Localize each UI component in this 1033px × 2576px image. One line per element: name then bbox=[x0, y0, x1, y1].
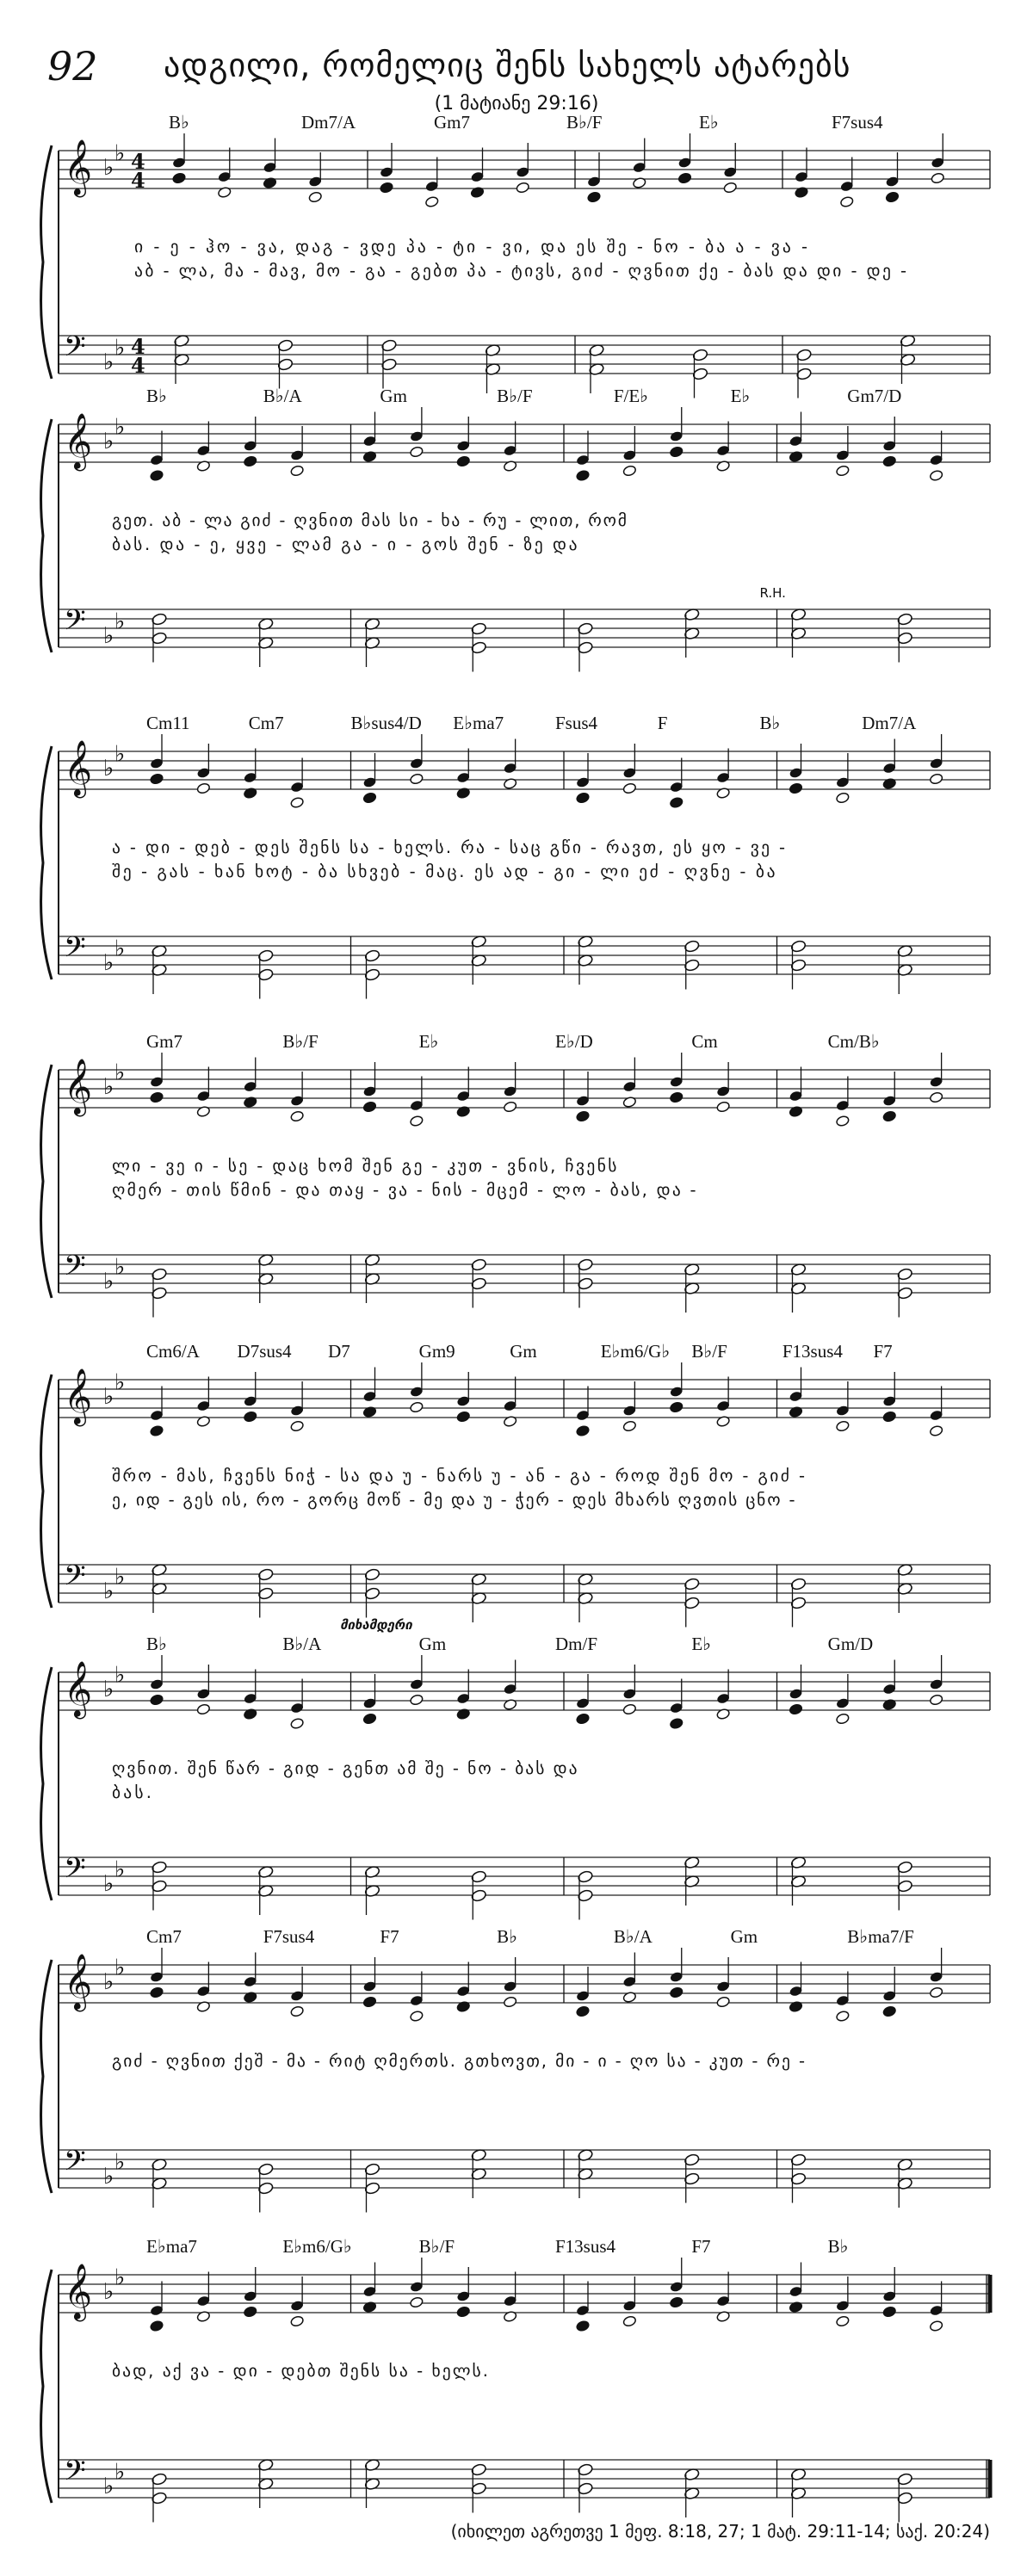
system-3 bbox=[41, 713, 990, 999]
note-head bbox=[622, 1420, 637, 1432]
note-head bbox=[669, 1401, 684, 1413]
treble-clef-icon: 𝄞 bbox=[64, 413, 93, 469]
bass-clef-icon: 𝄢 bbox=[64, 1250, 86, 1289]
flat-icon: ♭ bbox=[103, 1677, 114, 1702]
bass-clef-icon: 𝄢 bbox=[64, 330, 86, 370]
tempo-marking: მიხამდერი bbox=[340, 1617, 412, 1633]
chord-symbol: B♭/A bbox=[263, 386, 302, 406]
note-head bbox=[576, 2005, 591, 2017]
note-head bbox=[929, 773, 943, 785]
note-head bbox=[456, 2306, 471, 2318]
time-signature: 4 bbox=[131, 149, 145, 174]
chord-symbol: Cm/B♭ bbox=[827, 1031, 880, 1052]
time-signature: 4 bbox=[131, 334, 145, 359]
scripture-reference: (1 მატიანე 29:16) bbox=[434, 93, 599, 114]
chord-symbol: F7sus4 bbox=[263, 1926, 315, 1947]
note-head bbox=[622, 2315, 637, 2327]
lyrics-verse-2: აბ - ლა, მა - მავ, მო - გა - გებთ პა - ტივს, გიძ - ღვნით ქე - ბას და დი - დე - bbox=[134, 261, 907, 281]
cross-references: (იხილეთ აგრეთვე 1 მეფ. 8:18, 27; 1 მატ. 29:11-14; საქ. 20:24) bbox=[450, 2521, 990, 2542]
notes bbox=[150, 1655, 943, 1920]
flat-icon: ♭ bbox=[103, 2279, 114, 2305]
note-head bbox=[576, 469, 591, 481]
treble-staff bbox=[59, 1954, 990, 2011]
chord-symbol: Gm bbox=[380, 386, 407, 406]
note-head bbox=[836, 2315, 851, 2327]
treble-clef-icon: 𝄞 bbox=[64, 1661, 93, 1717]
bass-staff bbox=[59, 330, 990, 378]
chord-symbol: Gm bbox=[730, 1926, 758, 1947]
flat-icon: ♭ bbox=[114, 2264, 126, 2291]
lyrics-verse-2: შე - გას - ხან ხოტ - ბა სხვებ - მაც. ეს ად - გი - ლი ეძ - ღვნე - ბა bbox=[112, 862, 776, 881]
brace bbox=[41, 1960, 52, 2193]
note-head bbox=[290, 1717, 305, 1729]
chord-symbol: B♭ bbox=[759, 713, 781, 733]
note-head bbox=[410, 2010, 424, 2022]
treble-clef-icon: 𝄞 bbox=[64, 139, 93, 195]
note-head bbox=[243, 455, 257, 467]
hymn-number: 92 bbox=[47, 43, 98, 90]
system-4 bbox=[41, 1031, 990, 1318]
flat-icon: ♭ bbox=[114, 1059, 126, 1086]
chord-symbol: E♭m6/G♭ bbox=[282, 2236, 352, 2257]
chord-symbol: F bbox=[657, 713, 668, 733]
lyrics-verse-1: ღვნით. შენ წარ - გიდ - გენთ ამ შე - ნო - ბას და bbox=[112, 1758, 578, 1778]
treble-staff bbox=[59, 1059, 990, 1116]
chord-symbol: B♭sus4/D bbox=[350, 713, 422, 733]
flat-icon: ♭ bbox=[114, 1955, 126, 1981]
note-head bbox=[882, 1411, 897, 1423]
note-head bbox=[380, 182, 394, 194]
chord-symbol: Gm9 bbox=[418, 1341, 455, 1362]
note-head bbox=[410, 1401, 424, 1413]
lyrics-verse-1: შრო - მას, ჩვენს ნიჭ - სა და უ - ნარს უ - ან - გა - როდ შენ მო - გიძ - bbox=[112, 1466, 805, 1486]
flat-icon: ♭ bbox=[103, 429, 114, 454]
note-head bbox=[789, 782, 803, 794]
flat-icon: ♭ bbox=[103, 1871, 114, 1897]
treble-clef-icon: 𝄞 bbox=[64, 1368, 93, 1424]
chord-symbol: E♭ bbox=[418, 1031, 439, 1052]
chord-symbol: B♭/A bbox=[613, 1926, 653, 1947]
flat-icon: ♭ bbox=[114, 335, 126, 361]
note-head bbox=[576, 1110, 591, 1122]
note-head bbox=[150, 1986, 164, 1998]
system-7 bbox=[41, 1926, 990, 2213]
note-head bbox=[410, 773, 424, 785]
lyrics-verse-1: ლი - ვე ი - სე - დაც ხომ შენ გე - კუთ - ვნის, ჩვენს bbox=[112, 1156, 617, 1176]
note-head bbox=[362, 1713, 377, 1725]
lyrics-verse-2: ღმერ - თის წმინ - და თაყ - ვა - ნის - მცემ - ლო - ბას, და - bbox=[112, 1180, 696, 1200]
note-head bbox=[503, 1101, 517, 1113]
note-head bbox=[882, 2005, 897, 2017]
flat-icon: ♭ bbox=[114, 1369, 126, 1396]
note-head bbox=[789, 1703, 803, 1715]
note-head bbox=[290, 1110, 305, 1122]
note-head bbox=[929, 1091, 943, 1103]
flat-icon: ♭ bbox=[114, 2459, 126, 2486]
brace bbox=[41, 1667, 52, 1900]
treble-clef-icon: 𝄞 bbox=[64, 1059, 93, 1115]
bass-staff bbox=[59, 604, 990, 649]
chord-symbol: B♭/F bbox=[497, 386, 533, 406]
chord-symbol: B♭ bbox=[169, 112, 189, 133]
chord-symbol: Gm7 bbox=[146, 1031, 182, 1052]
chord-symbol: Dm/F bbox=[555, 1634, 598, 1654]
time-signature: 4 bbox=[131, 168, 145, 193]
flat-icon: ♭ bbox=[114, 1856, 126, 1883]
bass-staff bbox=[59, 1560, 990, 1604]
flat-icon: ♭ bbox=[114, 608, 126, 635]
note-head bbox=[677, 172, 692, 184]
chord-symbol: Dm7/A bbox=[301, 112, 356, 133]
note-head bbox=[882, 455, 897, 467]
system-2 bbox=[41, 386, 990, 672]
chord-symbol: B♭/F bbox=[691, 1341, 727, 1362]
flat-icon: ♭ bbox=[103, 1384, 114, 1410]
flat-icon: ♭ bbox=[114, 936, 126, 962]
note-head bbox=[150, 1694, 164, 1706]
chord-symbol: D7 bbox=[328, 1341, 350, 1362]
flat-icon: ♭ bbox=[103, 1969, 114, 1995]
notes bbox=[150, 2258, 943, 2523]
chord-symbol: B♭/F bbox=[282, 1031, 319, 1052]
bass-clef-icon: 𝄢 bbox=[64, 2455, 86, 2494]
note-head bbox=[929, 2320, 943, 2332]
note-head bbox=[243, 2306, 257, 2318]
flat-icon: ♭ bbox=[103, 155, 114, 181]
system-6 bbox=[41, 1617, 990, 1920]
note-head bbox=[716, 1101, 731, 1113]
chord-symbol: Fsus4 bbox=[555, 713, 598, 733]
chord-symbol: B♭ bbox=[497, 1926, 518, 1947]
flat-icon: ♭ bbox=[103, 1074, 114, 1100]
brace bbox=[41, 1374, 52, 1608]
note-head bbox=[362, 1101, 377, 1113]
note-head bbox=[576, 2320, 591, 2332]
chord-symbol: Gm bbox=[418, 1634, 447, 1654]
treble-clef-icon: 𝄞 bbox=[64, 1954, 93, 2010]
brace bbox=[41, 2270, 52, 2503]
note-head bbox=[308, 191, 323, 203]
note-head bbox=[929, 469, 943, 481]
note-head bbox=[931, 172, 945, 184]
lyrics-verse-1: გიძ - ღვნით ქეშ - მა - რიტ ღმერთს. გთხოვთ, მი - ი - ღო სა - კუთ - რე - bbox=[112, 2051, 805, 2071]
chord-symbol: F7sus4 bbox=[832, 112, 883, 133]
chord-symbol: F/E♭ bbox=[613, 386, 649, 406]
chord-symbol: B♭ma7/F bbox=[847, 1926, 914, 1947]
bass-staff bbox=[59, 2145, 990, 2190]
note-head bbox=[836, 2010, 851, 2022]
note-head bbox=[576, 1424, 591, 1436]
chord-symbol: Gm7 bbox=[434, 112, 470, 133]
chord-symbol: Gm bbox=[510, 1341, 537, 1362]
chord-symbol: B♭ bbox=[827, 2236, 849, 2257]
bass-clef-icon: 𝄢 bbox=[64, 1560, 86, 1599]
chord-symbol: E♭ma7 bbox=[146, 2236, 197, 2257]
chord-symbol: E♭ma7 bbox=[453, 713, 504, 733]
time-signature: 4 bbox=[131, 353, 145, 378]
flat-icon: ♭ bbox=[103, 950, 114, 976]
note-head bbox=[290, 796, 305, 808]
bass-staff bbox=[59, 1250, 990, 1294]
chord-symbol: Cm11 bbox=[146, 713, 190, 733]
chord-symbol: Cm7 bbox=[248, 713, 284, 733]
chord-symbol: Gm/D bbox=[827, 1634, 874, 1654]
note-head bbox=[362, 1996, 377, 2008]
flat-icon: ♭ bbox=[114, 414, 126, 441]
system-1 bbox=[41, 112, 990, 398]
chord-symbol: F7 bbox=[873, 1341, 893, 1362]
flat-icon: ♭ bbox=[114, 1662, 126, 1689]
system-8 bbox=[41, 2236, 990, 2523]
chord-symbol: B♭ bbox=[146, 1634, 167, 1654]
note-head bbox=[929, 1694, 943, 1706]
note-head bbox=[362, 792, 377, 804]
right-hand-marking: R.H. bbox=[759, 585, 786, 601]
note-head bbox=[929, 1986, 943, 1998]
chord-symbol: Gm7/D bbox=[847, 386, 902, 406]
note-head bbox=[836, 465, 851, 477]
note-head bbox=[410, 1115, 424, 1127]
lyrics-verse-1: ბად, აქ ვა - დი - დებთ შენს სა - ხელს. bbox=[112, 2361, 488, 2381]
note-head bbox=[882, 1110, 897, 1122]
note-head bbox=[503, 1996, 517, 2008]
treble-clef-icon: 𝄞 bbox=[64, 2264, 93, 2320]
note-head bbox=[456, 455, 471, 467]
chord-symbol: Dm7/A bbox=[862, 713, 917, 733]
lyrics-verse-1: ა - დი - დებ - დეს შენს სა - ხელს. რა - საც გწი - რავთ, ეს ყო - ვე - bbox=[112, 837, 786, 857]
note-head bbox=[836, 1115, 851, 1127]
lyrics-verse-1: ი - ე - ჰო - ვა, დაგ - ვდე პა - ტი - ვი, და ეს შე - ნო - ბა ა - ვა - bbox=[134, 237, 807, 256]
brace bbox=[41, 419, 52, 652]
chord-symbol: Cm7 bbox=[146, 1926, 182, 1947]
flat-icon: ♭ bbox=[114, 1564, 126, 1591]
chord-symbol: Cm6/A bbox=[146, 1341, 200, 1362]
chord-symbol: F7 bbox=[691, 2236, 711, 2257]
note-head bbox=[882, 2306, 897, 2318]
note-head bbox=[150, 2320, 164, 2332]
chord-symbol: E♭ bbox=[691, 1634, 712, 1654]
treble-staff bbox=[59, 1368, 990, 1426]
lyrics-verse-2: ბას. და - ე, ყვე - ლამ გა - ი - გოს შენ - ზე და bbox=[112, 534, 578, 554]
note-head bbox=[172, 172, 187, 184]
chord-symbol: F13sus4 bbox=[555, 2236, 616, 2257]
note-head bbox=[424, 195, 439, 207]
note-head bbox=[196, 782, 211, 794]
treble-staff bbox=[59, 413, 990, 471]
lyrics-verse-2: ბას. bbox=[112, 1782, 152, 1802]
note-head bbox=[150, 1424, 164, 1436]
note-head bbox=[150, 469, 164, 481]
treble-clef-icon: 𝄞 bbox=[64, 740, 93, 796]
note-head bbox=[290, 1420, 305, 1432]
note-head bbox=[929, 1424, 943, 1436]
chord-symbol: B♭/A bbox=[282, 1634, 322, 1654]
system-5 bbox=[41, 1341, 990, 1628]
note-head bbox=[243, 1411, 257, 1423]
lyrics-verse-1: გეთ. აბ - ლა გიძ - ღვნით მას სი - ხა - რუ - ლით, რომ bbox=[112, 510, 627, 530]
brace bbox=[41, 1065, 52, 1298]
flat-icon: ♭ bbox=[103, 1269, 114, 1294]
hymn-title: ადგილი, რომელიც შენს სახელს ატარებს bbox=[164, 46, 851, 84]
brace bbox=[41, 746, 52, 979]
note-head bbox=[669, 1986, 684, 1998]
note-head bbox=[587, 191, 602, 203]
chord-symbol: E♭m6/G♭ bbox=[600, 1341, 671, 1362]
bass-clef-icon: 𝄢 bbox=[64, 2145, 86, 2184]
note-head bbox=[150, 773, 164, 785]
note-head bbox=[516, 182, 530, 194]
note-head bbox=[669, 1717, 684, 1729]
flat-icon: ♭ bbox=[103, 2164, 114, 2190]
notes bbox=[150, 1948, 943, 2213]
note-head bbox=[290, 465, 305, 477]
bass-clef-icon: 𝄢 bbox=[64, 1852, 86, 1892]
note-head bbox=[576, 792, 591, 804]
chord-symbol: E♭/D bbox=[555, 1031, 593, 1052]
treble-staff bbox=[59, 2264, 990, 2321]
note-head bbox=[669, 2296, 684, 2308]
flat-icon: ♭ bbox=[103, 756, 114, 781]
note-head bbox=[410, 2296, 424, 2308]
note-head bbox=[836, 792, 851, 804]
note-head bbox=[410, 446, 424, 458]
note-head bbox=[669, 446, 684, 458]
flat-icon: ♭ bbox=[103, 2474, 114, 2499]
flat-icon: ♭ bbox=[114, 741, 126, 768]
note-head bbox=[716, 1996, 731, 2008]
note-head bbox=[196, 1703, 211, 1715]
note-head bbox=[290, 2315, 305, 2327]
flat-icon: ♭ bbox=[103, 1578, 114, 1604]
note-head bbox=[669, 1091, 684, 1103]
chord-symbol: E♭ bbox=[699, 112, 719, 133]
chord-symbol: E♭ bbox=[730, 386, 751, 406]
bass-clef-icon: 𝄢 bbox=[64, 604, 86, 644]
note-head bbox=[290, 2005, 305, 2017]
note-head bbox=[885, 191, 900, 203]
chord-symbol: D7sus4 bbox=[237, 1341, 292, 1362]
chord-symbol: F7 bbox=[380, 1926, 399, 1947]
chord-symbol: B♭/F bbox=[418, 2236, 455, 2257]
note-head bbox=[723, 182, 738, 194]
chord-symbol: B♭/F bbox=[566, 112, 603, 133]
note-head bbox=[669, 796, 684, 808]
note-head bbox=[622, 465, 637, 477]
bass-staff bbox=[59, 1852, 990, 1897]
note-head bbox=[836, 1713, 851, 1725]
note-head bbox=[836, 1420, 851, 1432]
note-head bbox=[410, 1694, 424, 1706]
flat-icon: ♭ bbox=[103, 349, 114, 375]
chord-symbol: B♭ bbox=[146, 386, 167, 406]
note-head bbox=[456, 1411, 471, 1423]
brace bbox=[41, 145, 52, 379]
lyrics-verse-2: ე, იდ - გეს ის, რო - გორც მოწ - მე და უ - ჭერ - დეს მხარს ღვთის ცნო - bbox=[112, 1490, 795, 1510]
bass-staff bbox=[59, 931, 990, 976]
note-head bbox=[622, 1703, 637, 1715]
bass-staff bbox=[59, 2455, 990, 2499]
note-head bbox=[839, 195, 854, 207]
note-head bbox=[150, 1091, 164, 1103]
note-head bbox=[576, 1713, 591, 1725]
flat-icon: ♭ bbox=[114, 1254, 126, 1281]
chord-symbol: Cm bbox=[691, 1031, 718, 1052]
flat-icon: ♭ bbox=[114, 2149, 126, 2176]
flat-icon: ♭ bbox=[103, 623, 114, 649]
flat-icon: ♭ bbox=[114, 140, 126, 167]
chord-symbol: F13sus4 bbox=[782, 1341, 843, 1362]
bass-clef-icon: 𝄢 bbox=[64, 931, 86, 971]
note-head bbox=[622, 782, 637, 794]
